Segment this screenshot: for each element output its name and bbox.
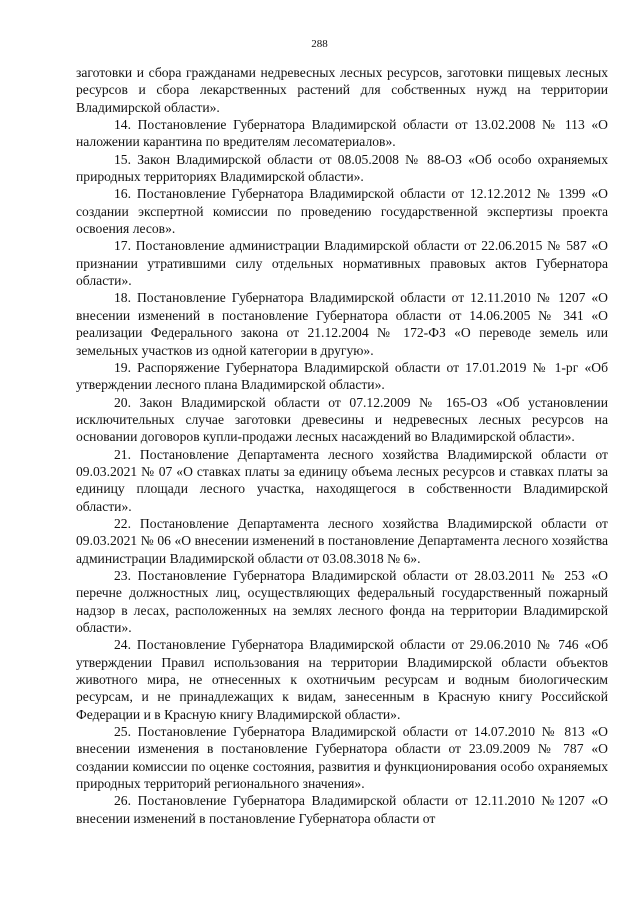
list-item-21: 21. Постановление Департамента лесного хозяйства Владимирской области от 09.03.2021 № 07 «О ставках платы за единицу объема лесных ресурсов и ставках платы за единицу площади лесного участка, находящегося в собственности Владимирской области».	[76, 446, 608, 514]
list-item-14: 14. Постановление Губернатора Владимирской области от 13.02.2008 № 113 «О наложении карантина по вредителям лесоматериалов».	[76, 117, 608, 150]
page-number: 288	[311, 38, 328, 50]
list-item-25: 25. Постановление Губернатора Владимирской области от 14.07.2010 № 813 «О внесении изменения в постановление Губернатора области от 23.09.2009 № 787 «О создании комиссии по оценке состояния, развития и функционирования особо охраняемых природных территорий регионального значения».	[76, 724, 608, 792]
paragraph-continuation: заготовки и сбора гражданами недревесных лесных ресурсов, заготовки пищевых лесных ресурсов и сбора лекарственных растений для собственных нужд на территории Владимирской области».	[76, 65, 608, 115]
list-item-15: 15. Закон Владимирской области от 08.05.2008 № 88-ОЗ «Об особо охраняемых природных территориях Владимирской области».	[76, 151, 608, 185]
list-item-18: 18. Постановление Губернатора Владимирской области от 12.11.2010 № 1207 «О внесении изменений в постановление Губернатора области от 14.06.2005 № 341 «О реализации Федерального закона от 21.12.2004 № 172-ФЗ «О переводе земель или земельных участков из одной категории в другую».	[76, 290, 608, 358]
list-item-23: 23. Постановление Губернатора Владимирской области от 28.03.2011 № 253 «О перечне должностных лиц, осуществляющих федеральный государственный пожарный надзор в лесах, расположенных на землях лесного фонда на территории Владимирской области».	[76, 567, 608, 635]
list-item-16: 16. Постановление Губернатора Владимирской области от 12.12.2012 № 1399 «О создании экспертной комиссии по проведению государственной экспертизы проекта освоения лесов».	[76, 186, 608, 237]
list-item-17: 17. Постановление администрации Владимирской области от 22.06.2015 № 587 «О признании утратившими силу отдельных нормативных правовых актов Губернатора области».	[76, 238, 608, 289]
document-body	[76, 64, 608, 827]
list-item-24: 24. Постановление Губернатора Владимирской области от 29.06.2010 № 746 «Об утверждении Правил использования на территории Владимирской области объектов животного мира, не отнесенных к охотничьим ресурсам и водным биологическим ресурсам, и не принадлежащих к видам, занесенным в Красную книгу Российской Федерации и в Красную книгу Владимирской области».	[76, 637, 608, 722]
list-item-26: 26. Постановление Губернатора Владимирской области от 12.11.2010 №1207 «О внесении изменений в постановление Губернатора области от	[76, 793, 608, 826]
list-item-22: 22. Постановление Департамента лесного хозяйства Владимирской области от 09.03.2021 № 06 «О внесении изменений в постановление Департамента лесного хозяйства администрации Владимирской области от 03.08.3018 № 6».	[76, 515, 608, 566]
list-item-20: 20. Закон Владимирской области от 07.12.2009 № 165-ОЗ «Об установлении исключительных случае заготовки древесины и недревесных лесных ресурсов на основании договоров купли-продажи лесных насаждений во Владимирской области».	[76, 394, 608, 445]
list-item-19: 19. Распоряжение Губернатора Владимирской области от 17.01.2019 № 1-рг «Об утверждении лесного плана Владимирской области».	[76, 359, 608, 393]
